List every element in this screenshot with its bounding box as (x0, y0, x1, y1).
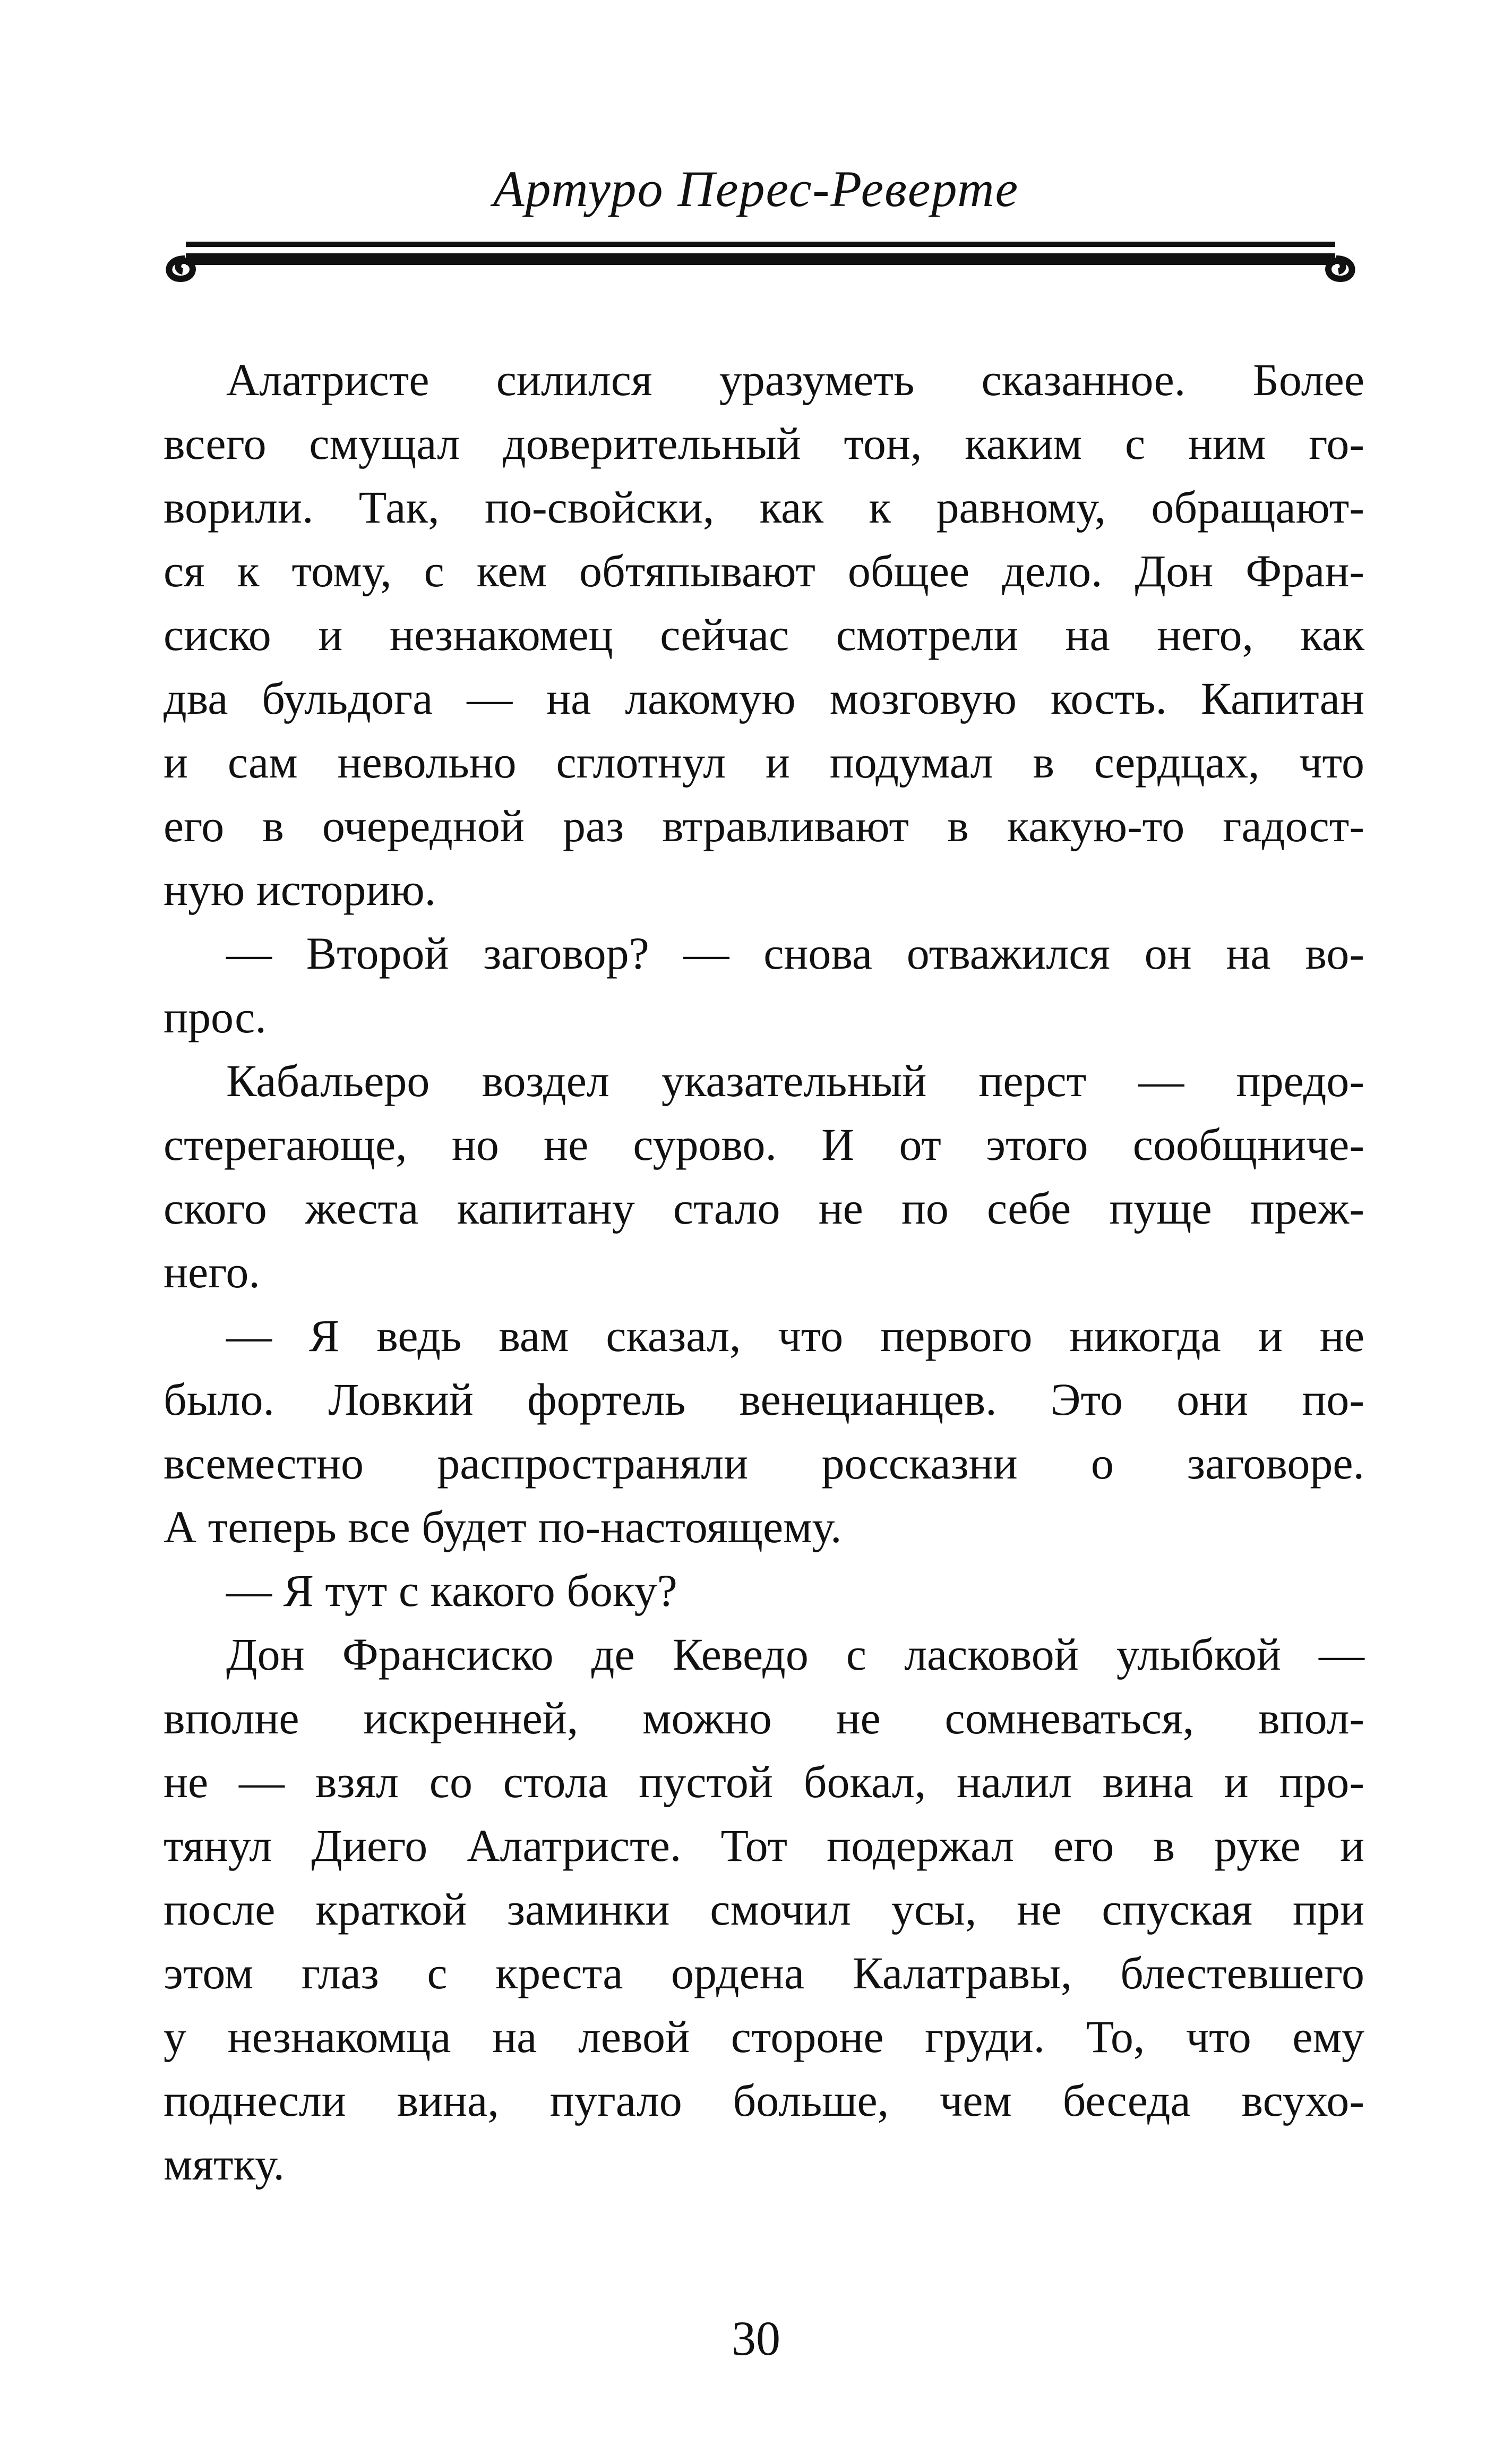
text-line: всего смущал доверительный тон, каким с ним го- (164, 418, 1364, 469)
text-line: — Я тут с какого боку? (226, 1565, 677, 1616)
text-line: Дон Франсиско де Кеведо с ласковой улыбкой — (226, 1629, 1364, 1680)
text-line: два бульдога — на лакомую мозговую кость. Капитан (164, 673, 1364, 724)
text-line: — Второй заговор? — снова отважился он на во- (226, 928, 1364, 979)
body-text (164, 348, 1364, 2196)
text-line: этом глаз с креста ордена Калатравы, блестевшего (164, 1947, 1364, 1998)
text-line: было. Ловкий фортель венецианцев. Это они по- (164, 1374, 1364, 1425)
running-header: Артуро Перес-Реверте (493, 160, 1019, 217)
text-line: вполне искренней, можно не сомневаться, впол- (164, 1693, 1364, 1743)
text-line: него. (164, 1246, 260, 1297)
text-line: А теперь все будет по-настоящему. (164, 1501, 842, 1552)
text-line: у незнакомца на левой стороне груди. То, что ему (164, 2011, 1364, 2062)
text-line: стерегающе, но не сурово. И от этого сообщниче- (164, 1119, 1364, 1170)
page-number: 30 (732, 2311, 780, 2365)
text-line: поднесли вина, пугало больше, чем беседа всухо- (164, 2075, 1364, 2126)
text-line: ную историю. (164, 864, 436, 915)
text-line: Алатристе силился уразуметь сказанное. Более (226, 354, 1364, 405)
text-line: после краткой заминки смочил усы, не спуская при (164, 1884, 1364, 1935)
text-line: мятку. (164, 2139, 285, 2190)
text-line: сиско и незнакомец сейчас смотрели на него, как (164, 609, 1364, 660)
ornamental-rule (154, 226, 1367, 289)
text-line: — Я ведь вам сказал, что первого никогда и не (226, 1310, 1364, 1361)
text-line: тянул Диего Алатристе. Тот подержал его в руке и (164, 1820, 1364, 1871)
text-line: Кабальеро воздел указательный перст — предо- (226, 1055, 1364, 1106)
text-line: ского жеста капитану стало не по себе пуще преж- (164, 1183, 1364, 1234)
text-line: всеместно распространяли россказни о заговоре. (164, 1438, 1364, 1489)
text-line: и сам невольно сглотнул и подумал в сердцах, что (164, 737, 1364, 788)
text-line: прос. (164, 992, 267, 1042)
text-line: ворили. Так, по-свойски, как к равному, обращают- (164, 482, 1364, 533)
text-line: ся к тому, с кем обтяпывают общее дело. Дон Фран- (164, 545, 1364, 596)
right-scroll-ornament-icon (1328, 259, 1352, 279)
text-line: его в очередной раз втравливают в какую-то гадост- (164, 800, 1364, 851)
text-line: не — взял со стола пустой бокал, налил вина и про- (164, 1756, 1364, 1807)
